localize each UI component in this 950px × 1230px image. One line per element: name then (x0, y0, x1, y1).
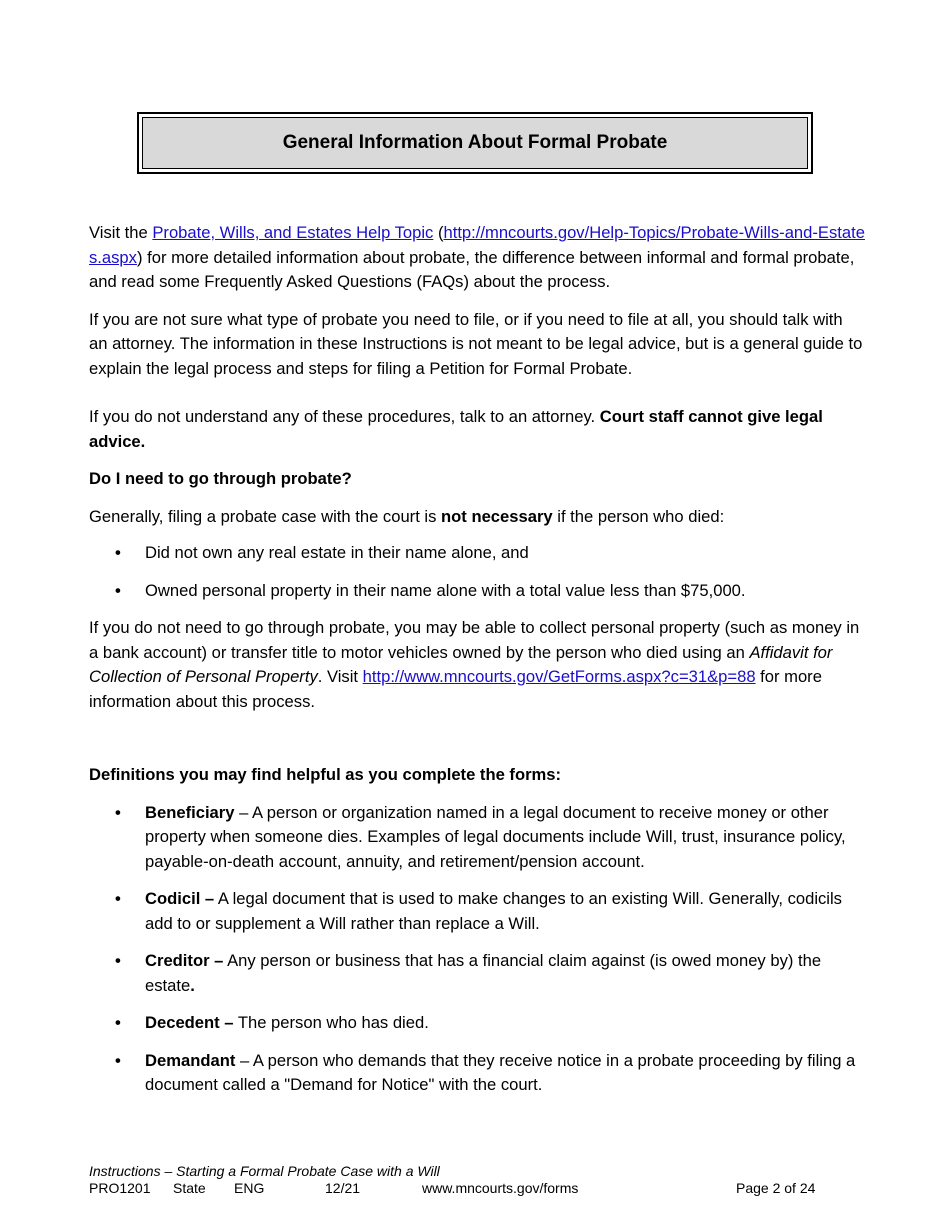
intro-rest-text: ) for more detailed information about probate, the difference between informal and formal probate, and read some Frequently Asked Questions (FAQs) about the process. (89, 247, 855, 291)
definitions-list (89, 801, 865, 1098)
definition-item-creditor (89, 949, 865, 998)
understand-bold-text: Court staff cannot give legal advice. (89, 407, 823, 451)
understand-text: If you do not understand any of these procedures, talk to an attorney. (89, 407, 600, 426)
definition-item-codicil (89, 887, 865, 936)
definition-item-beneficiary (89, 801, 865, 875)
affidavit-before: If you do not need to go through probate, you may be able to collect personal property (such as money in a bank account) or transfer title to motor vehicles owned by the person who died using an (89, 618, 860, 662)
title-box (137, 112, 813, 174)
definition-text: The person who has died. (233, 1013, 429, 1032)
affidavit-italic: Affidavit for Collection of Personal Property (89, 642, 833, 686)
definition-text: – A person or organization named in a legal document to receive money or other property when someone dies. Examples of legal documents include Will, trust, insurance policy, payable-on-death account, annuity, and retirement/pension account. (145, 802, 846, 871)
definition-text: Any person or business that has a financial claim against (is owed money by) the estate (145, 951, 822, 995)
getforms-link[interactable]: http://www.mncourts.gov/GetForms.aspx?c=31&p=88 (362, 667, 756, 686)
intro-visit-text: Visit the (89, 223, 153, 242)
intro-paren-text: ( (433, 223, 444, 242)
not-sure-paragraph: If you are not sure what type of probate you need to file, or if you need to file at all, you should talk with an attorney. The information in these Instructions is not meant to be legal advice, but is a general guide to explain the legal process and steps for filing a Petition for Formal Probate. (89, 309, 863, 378)
help-url-link[interactable]: http://mncourts.gov/Help-Topics/Probate-Wills-and-Estates.aspx (89, 223, 865, 267)
definition-item-decedent (89, 1011, 865, 1036)
understand-paragraph (89, 405, 865, 454)
definition-term: Beneficiary (145, 802, 235, 822)
affidavit-paragraph (89, 616, 865, 714)
affidavit-middle: . Visit (317, 667, 363, 686)
generally-bold: not necessary (441, 506, 553, 526)
footer-website: www.mncourts.gov/forms (422, 1180, 579, 1196)
document-body (89, 221, 865, 1098)
definition-tail: . (190, 975, 195, 995)
footer-date: 12/21 (325, 1180, 361, 1196)
condition-item: • Did not own any real estate in their name alone, and (89, 541, 865, 566)
definition-text: A legal document that is used to make changes to an existing Will. Generally, codicils add to or supplement a Will rather than replace a Will. (145, 889, 842, 933)
footer-info-row (89, 1180, 865, 1197)
condition-item: • Owned personal property in their name alone with a total value less than $75,000. (89, 579, 865, 604)
definition-text: – A person who demands that they receive notice in a probate proceeding by filing a document called a "Demand for Notice" with the court. (145, 1050, 856, 1094)
footer-form-code: PRO1201 (89, 1180, 151, 1196)
page-title: General Information About Formal Probate (142, 117, 808, 169)
intro-paragraph (89, 221, 865, 295)
definition-item-demandant (89, 1049, 865, 1098)
page-footer (89, 1163, 865, 1197)
conditions-list (89, 541, 865, 603)
heading-definitions: Definitions you may find helpful as you complete the forms: (89, 765, 562, 784)
generally-paragraph (89, 505, 865, 530)
help-topic-link[interactable]: Probate, Wills, and Estates Help Topic (152, 223, 434, 242)
heading-probate: Do I need to go through probate? (89, 469, 352, 488)
generally-after: if the person who died: (552, 506, 725, 526)
definition-term: Decedent – (145, 1013, 234, 1032)
footer-jurisdiction: State (173, 1180, 206, 1196)
affidavit-after: for more information about this process. (89, 667, 822, 711)
footer-doc-title: Instructions – Starting a Formal Probate Case with a Will (89, 1163, 440, 1179)
definition-term: Creditor – (145, 951, 224, 970)
footer-language: ENG (234, 1180, 265, 1196)
definition-term: Codicil – (145, 889, 215, 908)
definition-term: Demandant (145, 1050, 236, 1070)
generally-before: Generally, filing a probate case with the court is (89, 506, 442, 526)
footer-page-number: Page 2 of 24 (736, 1180, 816, 1196)
